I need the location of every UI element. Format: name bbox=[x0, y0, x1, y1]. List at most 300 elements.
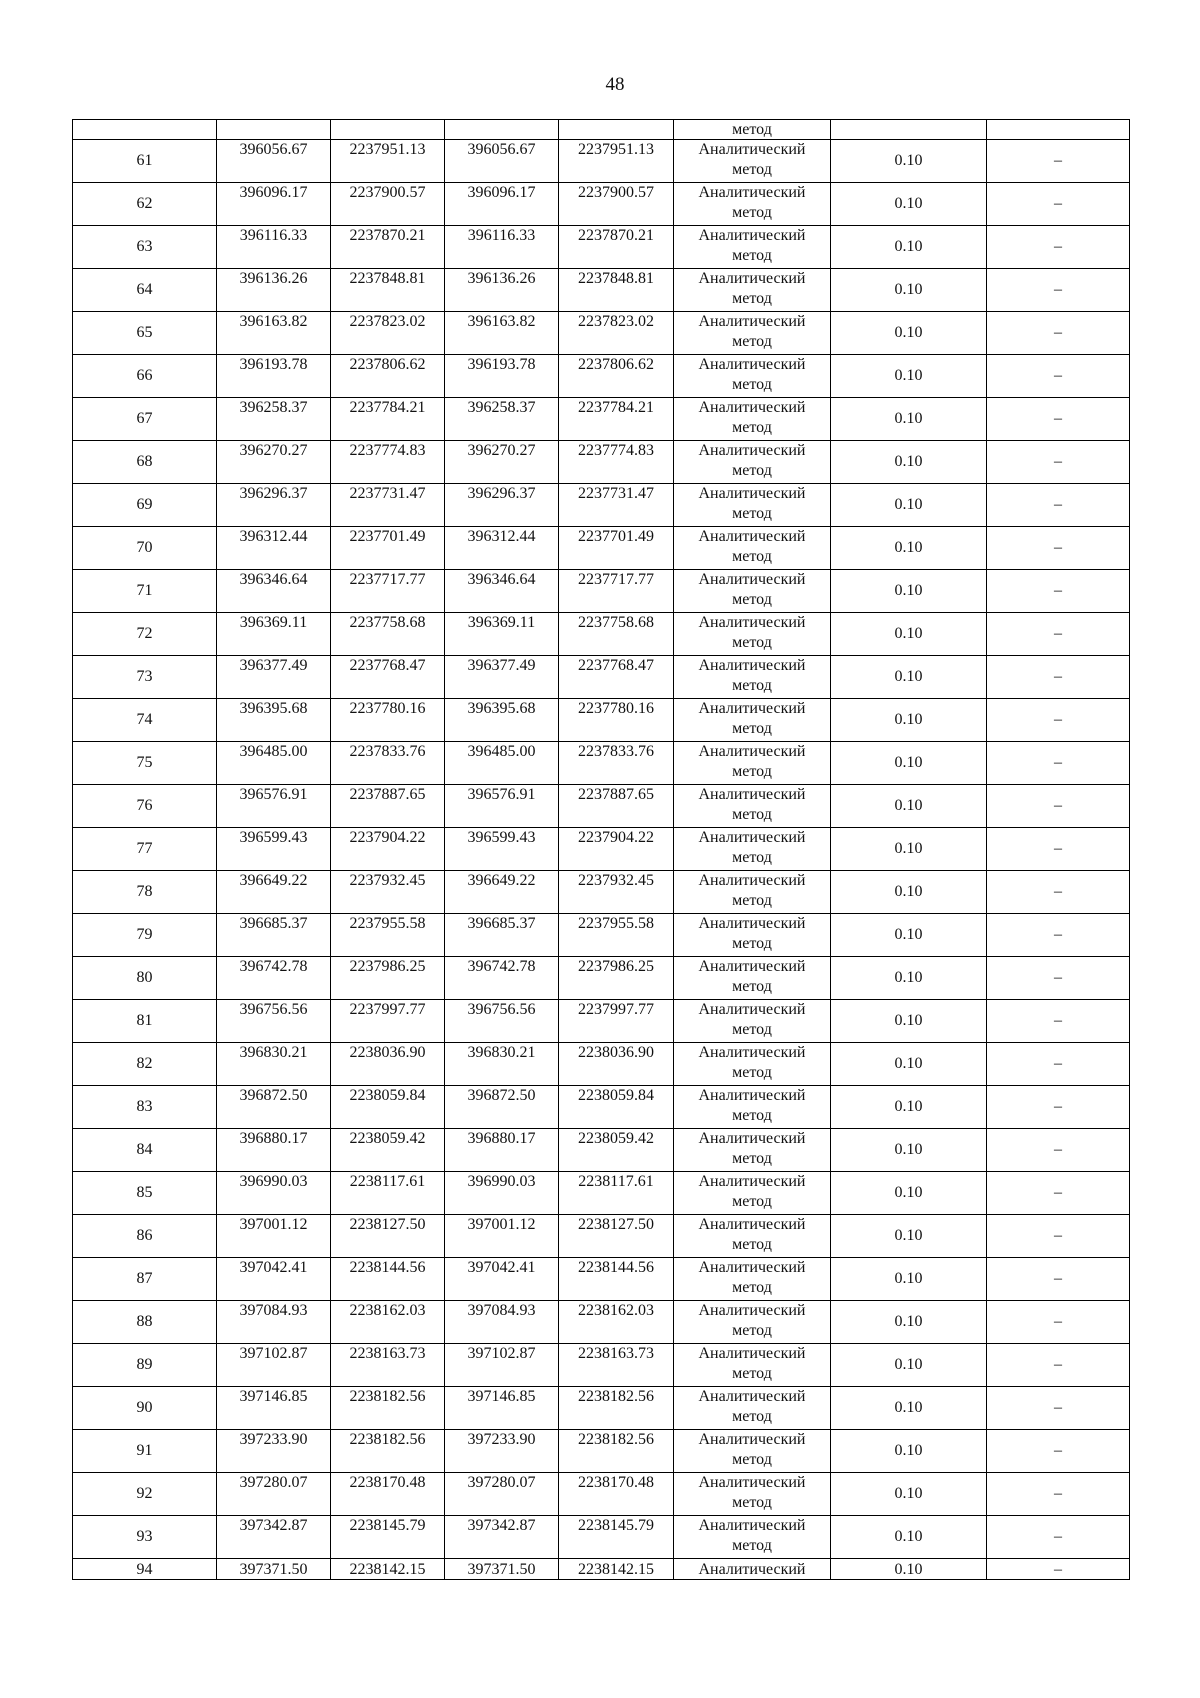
method-line-2: метод bbox=[732, 1408, 772, 1425]
point-number: 71 bbox=[73, 570, 217, 613]
x-coordinate-repeat: 396258.37 bbox=[445, 398, 559, 441]
accuracy-value: 0.10 bbox=[831, 441, 987, 484]
accuracy-value: 0.10 bbox=[831, 1215, 987, 1258]
method-line-1: Аналитический bbox=[698, 1302, 806, 1319]
table-row bbox=[73, 441, 1130, 484]
x-coordinate-repeat: 397342.87 bbox=[445, 1516, 559, 1559]
y-coordinate-repeat: 2237806.62 bbox=[559, 355, 674, 398]
x-coordinate: 396136.26 bbox=[217, 269, 331, 312]
point-number: 83 bbox=[73, 1086, 217, 1129]
method-line-2: метод bbox=[732, 806, 772, 823]
x-coordinate: 396485.00 bbox=[217, 742, 331, 785]
method-cell bbox=[674, 1473, 831, 1516]
dash-cell: – bbox=[987, 1473, 1130, 1516]
method-line-1: Аналитический bbox=[698, 1259, 806, 1276]
table-row bbox=[73, 1344, 1130, 1387]
dash-cell: – bbox=[987, 398, 1130, 441]
empty-cell bbox=[445, 120, 559, 140]
y-coordinate: 2237784.21 bbox=[331, 398, 445, 441]
accuracy-value: 0.10 bbox=[831, 613, 987, 656]
y-coordinate-repeat: 2237955.58 bbox=[559, 914, 674, 957]
point-number: 89 bbox=[73, 1344, 217, 1387]
table-row bbox=[73, 398, 1130, 441]
y-coordinate: 2237997.77 bbox=[331, 1000, 445, 1043]
point-number: 94 bbox=[73, 1559, 217, 1580]
x-coordinate: 397001.12 bbox=[217, 1215, 331, 1258]
x-coordinate: 397233.90 bbox=[217, 1430, 331, 1473]
y-coordinate-repeat: 2238117.61 bbox=[559, 1172, 674, 1215]
method-cell bbox=[674, 828, 831, 871]
method-line-1: Аналитический bbox=[698, 1044, 806, 1061]
table-row bbox=[73, 484, 1130, 527]
table-row bbox=[73, 355, 1130, 398]
dash-cell: – bbox=[987, 785, 1130, 828]
y-coordinate-repeat: 2238182.56 bbox=[559, 1430, 674, 1473]
y-coordinate-repeat: 2238170.48 bbox=[559, 1473, 674, 1516]
x-coordinate: 396258.37 bbox=[217, 398, 331, 441]
accuracy-value: 0.10 bbox=[831, 1344, 987, 1387]
method-line-1: Аналитический bbox=[698, 356, 806, 373]
dash-cell: – bbox=[987, 656, 1130, 699]
x-coordinate-repeat: 396685.37 bbox=[445, 914, 559, 957]
y-coordinate: 2237731.47 bbox=[331, 484, 445, 527]
y-coordinate: 2237955.58 bbox=[331, 914, 445, 957]
x-coordinate-repeat: 397102.87 bbox=[445, 1344, 559, 1387]
y-coordinate: 2238117.61 bbox=[331, 1172, 445, 1215]
method-cell bbox=[674, 1387, 831, 1430]
dash-cell: – bbox=[987, 1344, 1130, 1387]
y-coordinate: 2237951.13 bbox=[331, 140, 445, 183]
y-coordinate: 2238162.03 bbox=[331, 1301, 445, 1344]
method-line-2: метод bbox=[732, 1322, 772, 1339]
dash-cell: – bbox=[987, 828, 1130, 871]
point-number: 86 bbox=[73, 1215, 217, 1258]
x-coordinate: 396649.22 bbox=[217, 871, 331, 914]
table-row bbox=[73, 656, 1130, 699]
y-coordinate-repeat: 2238036.90 bbox=[559, 1043, 674, 1086]
method-line-2: метод bbox=[732, 591, 772, 608]
accuracy-value: 0.10 bbox=[831, 1387, 987, 1430]
accuracy-value: 0.10 bbox=[831, 914, 987, 957]
method-line-1: Аналитический bbox=[698, 1517, 806, 1534]
table-row bbox=[73, 871, 1130, 914]
point-number: 92 bbox=[73, 1473, 217, 1516]
y-coordinate: 2237887.65 bbox=[331, 785, 445, 828]
method-cell bbox=[674, 570, 831, 613]
point-number: 88 bbox=[73, 1301, 217, 1344]
accuracy-value: 0.10 bbox=[831, 527, 987, 570]
x-coordinate-repeat: 396377.49 bbox=[445, 656, 559, 699]
method-cell bbox=[674, 441, 831, 484]
y-coordinate: 2238163.73 bbox=[331, 1344, 445, 1387]
coordinates-table bbox=[72, 119, 1130, 1580]
y-coordinate: 2238170.48 bbox=[331, 1473, 445, 1516]
x-coordinate: 397102.87 bbox=[217, 1344, 331, 1387]
method-line-1: Аналитический bbox=[698, 915, 806, 932]
method-cell bbox=[674, 355, 831, 398]
method-line-2: метод bbox=[732, 1193, 772, 1210]
accuracy-value: 0.10 bbox=[831, 1473, 987, 1516]
method-line-2: метод bbox=[732, 247, 772, 264]
point-number: 93 bbox=[73, 1516, 217, 1559]
table-row bbox=[73, 828, 1130, 871]
method-cell bbox=[674, 656, 831, 699]
table-row bbox=[73, 1258, 1130, 1301]
point-number: 81 bbox=[73, 1000, 217, 1043]
x-coordinate: 396270.27 bbox=[217, 441, 331, 484]
point-number: 70 bbox=[73, 527, 217, 570]
accuracy-value: 0.10 bbox=[831, 1516, 987, 1559]
y-coordinate: 2238145.79 bbox=[331, 1516, 445, 1559]
method-line-2: метод bbox=[732, 1064, 772, 1081]
y-coordinate: 2237806.62 bbox=[331, 355, 445, 398]
method-cell bbox=[674, 269, 831, 312]
point-number: 68 bbox=[73, 441, 217, 484]
method-line-2: метод bbox=[732, 333, 772, 350]
x-coordinate-repeat: 396270.27 bbox=[445, 441, 559, 484]
method-cell bbox=[674, 226, 831, 269]
y-coordinate: 2237701.49 bbox=[331, 527, 445, 570]
point-number: 87 bbox=[73, 1258, 217, 1301]
x-coordinate-repeat: 396742.78 bbox=[445, 957, 559, 1000]
x-coordinate: 396872.50 bbox=[217, 1086, 331, 1129]
x-coordinate: 396756.56 bbox=[217, 1000, 331, 1043]
method-line-1: Аналитический bbox=[698, 270, 806, 287]
empty-cell bbox=[73, 120, 217, 140]
accuracy-value: 0.10 bbox=[831, 269, 987, 312]
method-line-2: метод bbox=[732, 505, 772, 522]
x-coordinate-repeat: 396576.91 bbox=[445, 785, 559, 828]
point-number: 61 bbox=[73, 140, 217, 183]
y-coordinate-repeat: 2237932.45 bbox=[559, 871, 674, 914]
method-line-1: Аналитический bbox=[698, 442, 806, 459]
method-cell bbox=[674, 1215, 831, 1258]
dash-cell: – bbox=[987, 140, 1130, 183]
method-line-1: Аналитический bbox=[698, 227, 806, 244]
method-line-1: Аналитический bbox=[698, 657, 806, 674]
empty-cell bbox=[831, 120, 987, 140]
method-cell bbox=[674, 1258, 831, 1301]
y-coordinate-repeat: 2237768.47 bbox=[559, 656, 674, 699]
y-coordinate-repeat: 2237833.76 bbox=[559, 742, 674, 785]
x-coordinate: 396395.68 bbox=[217, 699, 331, 742]
method-cell bbox=[674, 1172, 831, 1215]
y-coordinate-repeat: 2237986.25 bbox=[559, 957, 674, 1000]
y-coordinate: 2238036.90 bbox=[331, 1043, 445, 1086]
method-cell bbox=[674, 957, 831, 1000]
accuracy-value: 0.10 bbox=[831, 828, 987, 871]
x-coordinate-repeat: 397233.90 bbox=[445, 1430, 559, 1473]
y-coordinate-repeat: 2237887.65 bbox=[559, 785, 674, 828]
y-coordinate-repeat: 2237731.47 bbox=[559, 484, 674, 527]
y-coordinate-repeat: 2238142.15 bbox=[559, 1559, 674, 1580]
point-number: 63 bbox=[73, 226, 217, 269]
accuracy-value: 0.10 bbox=[831, 1301, 987, 1344]
table-row bbox=[73, 269, 1130, 312]
point-number: 79 bbox=[73, 914, 217, 957]
x-coordinate-repeat: 396369.11 bbox=[445, 613, 559, 656]
method-line-1: Аналитический bbox=[698, 1345, 806, 1362]
dash-cell: – bbox=[987, 699, 1130, 742]
method-line-2: метод bbox=[732, 1279, 772, 1296]
method-cell bbox=[674, 871, 831, 914]
method-cell bbox=[674, 1430, 831, 1473]
table-row bbox=[73, 613, 1130, 656]
accuracy-value: 0.10 bbox=[831, 871, 987, 914]
method-continuation: метод bbox=[674, 120, 831, 140]
method-line-2: метод bbox=[732, 204, 772, 221]
method-line-2: метод bbox=[732, 1021, 772, 1038]
y-coordinate-repeat: 2237780.16 bbox=[559, 699, 674, 742]
y-coordinate-repeat: 2237701.49 bbox=[559, 527, 674, 570]
method-line-2: метод bbox=[732, 935, 772, 952]
point-number: 73 bbox=[73, 656, 217, 699]
y-coordinate-repeat: 2237951.13 bbox=[559, 140, 674, 183]
method-cell bbox=[674, 914, 831, 957]
x-coordinate: 397371.50 bbox=[217, 1559, 331, 1580]
method-line-1: Аналитический bbox=[698, 399, 806, 416]
empty-cell bbox=[559, 120, 674, 140]
x-coordinate: 396599.43 bbox=[217, 828, 331, 871]
accuracy-value: 0.10 bbox=[831, 183, 987, 226]
y-coordinate-repeat: 2237774.83 bbox=[559, 441, 674, 484]
y-coordinate-repeat: 2237717.77 bbox=[559, 570, 674, 613]
point-number: 80 bbox=[73, 957, 217, 1000]
y-coordinate-repeat: 2238144.56 bbox=[559, 1258, 674, 1301]
x-coordinate: 397146.85 bbox=[217, 1387, 331, 1430]
dash-cell: – bbox=[987, 484, 1130, 527]
table-row bbox=[73, 1215, 1130, 1258]
dash-cell: – bbox=[987, 226, 1130, 269]
point-number: 62 bbox=[73, 183, 217, 226]
accuracy-value: 0.10 bbox=[831, 1172, 987, 1215]
x-coordinate: 396377.49 bbox=[217, 656, 331, 699]
accuracy-value: 0.10 bbox=[831, 355, 987, 398]
y-coordinate-repeat: 2237758.68 bbox=[559, 613, 674, 656]
y-coordinate: 2237904.22 bbox=[331, 828, 445, 871]
method-line-2: метод bbox=[732, 462, 772, 479]
y-coordinate: 2237848.81 bbox=[331, 269, 445, 312]
dash-cell: – bbox=[987, 613, 1130, 656]
method-line-2: метод bbox=[732, 978, 772, 995]
dash-cell: – bbox=[987, 183, 1130, 226]
point-number: 66 bbox=[73, 355, 217, 398]
x-coordinate: 396193.78 bbox=[217, 355, 331, 398]
accuracy-value: 0.10 bbox=[831, 140, 987, 183]
x-coordinate-repeat: 396163.82 bbox=[445, 312, 559, 355]
method-cell bbox=[674, 1000, 831, 1043]
empty-cell bbox=[987, 120, 1130, 140]
method-cell bbox=[674, 183, 831, 226]
x-coordinate-repeat: 396056.67 bbox=[445, 140, 559, 183]
y-coordinate-repeat: 2238162.03 bbox=[559, 1301, 674, 1344]
x-coordinate-repeat: 397084.93 bbox=[445, 1301, 559, 1344]
x-coordinate-repeat: 396346.64 bbox=[445, 570, 559, 613]
x-coordinate: 396056.67 bbox=[217, 140, 331, 183]
y-coordinate: 2237717.77 bbox=[331, 570, 445, 613]
method-line-1: Аналитический bbox=[698, 829, 806, 846]
point-number: 65 bbox=[73, 312, 217, 355]
accuracy-value: 0.10 bbox=[831, 1043, 987, 1086]
x-coordinate-repeat: 396756.56 bbox=[445, 1000, 559, 1043]
dash-cell: – bbox=[987, 1559, 1130, 1580]
x-coordinate-repeat: 396193.78 bbox=[445, 355, 559, 398]
table-row bbox=[73, 527, 1130, 570]
method-cell: Аналитический bbox=[674, 1559, 831, 1580]
method-line-2: метод bbox=[732, 677, 772, 694]
accuracy-value: 0.10 bbox=[831, 484, 987, 527]
method-line-1: Аналитический bbox=[698, 1216, 806, 1233]
table-row bbox=[73, 226, 1130, 269]
dash-cell: – bbox=[987, 957, 1130, 1000]
y-coordinate: 2238127.50 bbox=[331, 1215, 445, 1258]
table-row bbox=[73, 1000, 1130, 1043]
method-cell bbox=[674, 1129, 831, 1172]
method-cell bbox=[674, 1516, 831, 1559]
y-coordinate: 2237780.16 bbox=[331, 699, 445, 742]
method-cell bbox=[674, 484, 831, 527]
x-coordinate: 397084.93 bbox=[217, 1301, 331, 1344]
method-line-1: Аналитический bbox=[698, 1388, 806, 1405]
y-coordinate: 2237774.83 bbox=[331, 441, 445, 484]
method-cell bbox=[674, 1301, 831, 1344]
x-coordinate-repeat: 397146.85 bbox=[445, 1387, 559, 1430]
method-line-2: метод bbox=[732, 1236, 772, 1253]
x-coordinate: 396990.03 bbox=[217, 1172, 331, 1215]
y-coordinate-repeat: 2237823.02 bbox=[559, 312, 674, 355]
x-coordinate-repeat: 397042.41 bbox=[445, 1258, 559, 1301]
method-line-2: метод bbox=[732, 1451, 772, 1468]
x-coordinate-repeat: 396395.68 bbox=[445, 699, 559, 742]
x-coordinate: 396116.33 bbox=[217, 226, 331, 269]
table-row bbox=[73, 1086, 1130, 1129]
point-number: 91 bbox=[73, 1430, 217, 1473]
y-coordinate: 2238142.15 bbox=[331, 1559, 445, 1580]
x-coordinate-repeat: 396485.00 bbox=[445, 742, 559, 785]
table-row bbox=[73, 312, 1130, 355]
method-line-1: Аналитический bbox=[698, 872, 806, 889]
x-coordinate: 396346.64 bbox=[217, 570, 331, 613]
y-coordinate: 2237823.02 bbox=[331, 312, 445, 355]
x-coordinate: 396163.82 bbox=[217, 312, 331, 355]
x-coordinate-repeat: 396649.22 bbox=[445, 871, 559, 914]
dash-cell: – bbox=[987, 1258, 1130, 1301]
method-cell bbox=[674, 742, 831, 785]
method-line-1: Аналитический bbox=[698, 1173, 806, 1190]
y-coordinate-repeat: 2237997.77 bbox=[559, 1000, 674, 1043]
method-line-1: Аналитический bbox=[698, 528, 806, 545]
x-coordinate: 396312.44 bbox=[217, 527, 331, 570]
y-coordinate-repeat: 2238163.73 bbox=[559, 1344, 674, 1387]
method-line-2: метод bbox=[732, 720, 772, 737]
x-coordinate-repeat: 396830.21 bbox=[445, 1043, 559, 1086]
x-coordinate: 396096.17 bbox=[217, 183, 331, 226]
dash-cell: – bbox=[987, 1301, 1130, 1344]
point-number: 76 bbox=[73, 785, 217, 828]
table-row bbox=[73, 1430, 1130, 1473]
method-line-1: Аналитический bbox=[698, 786, 806, 803]
y-coordinate: 2237870.21 bbox=[331, 226, 445, 269]
y-coordinate: 2237986.25 bbox=[331, 957, 445, 1000]
method-line-1: Аналитический bbox=[698, 958, 806, 975]
accuracy-value: 0.10 bbox=[831, 1258, 987, 1301]
y-coordinate-repeat: 2238182.56 bbox=[559, 1387, 674, 1430]
dash-cell: – bbox=[987, 742, 1130, 785]
y-coordinate-repeat: 2238059.84 bbox=[559, 1086, 674, 1129]
continuation-row bbox=[73, 120, 1130, 140]
x-coordinate-repeat: 397001.12 bbox=[445, 1215, 559, 1258]
method-line-2: метод bbox=[732, 1365, 772, 1382]
method-line-2: метод bbox=[732, 376, 772, 393]
table-row bbox=[73, 1043, 1130, 1086]
table-row bbox=[73, 183, 1130, 226]
y-coordinate: 2237900.57 bbox=[331, 183, 445, 226]
method-cell bbox=[674, 140, 831, 183]
point-number: 67 bbox=[73, 398, 217, 441]
point-number: 69 bbox=[73, 484, 217, 527]
x-coordinate-repeat: 396296.37 bbox=[445, 484, 559, 527]
point-number: 82 bbox=[73, 1043, 217, 1086]
y-coordinate-repeat: 2237870.21 bbox=[559, 226, 674, 269]
x-coordinate: 397342.87 bbox=[217, 1516, 331, 1559]
method-line-2: метод bbox=[732, 419, 772, 436]
table-body bbox=[73, 120, 1130, 1580]
accuracy-value: 0.10 bbox=[831, 570, 987, 613]
method-line-2: метод bbox=[732, 1537, 772, 1554]
accuracy-value: 0.10 bbox=[831, 1559, 987, 1580]
method-cell bbox=[674, 1344, 831, 1387]
method-cell bbox=[674, 1043, 831, 1086]
point-number: 78 bbox=[73, 871, 217, 914]
point-number: 74 bbox=[73, 699, 217, 742]
y-coordinate: 2238144.56 bbox=[331, 1258, 445, 1301]
dash-cell: – bbox=[987, 1129, 1130, 1172]
dash-cell: – bbox=[987, 527, 1130, 570]
x-coordinate-repeat: 397371.50 bbox=[445, 1559, 559, 1580]
method-line-2: метод bbox=[732, 1494, 772, 1511]
x-coordinate-repeat: 397280.07 bbox=[445, 1473, 559, 1516]
x-coordinate-repeat: 396116.33 bbox=[445, 226, 559, 269]
point-number: 75 bbox=[73, 742, 217, 785]
accuracy-value: 0.10 bbox=[831, 785, 987, 828]
x-coordinate-repeat: 396872.50 bbox=[445, 1086, 559, 1129]
method-line-2: метод bbox=[732, 892, 772, 909]
dash-cell: – bbox=[987, 1430, 1130, 1473]
accuracy-value: 0.10 bbox=[831, 1129, 987, 1172]
dash-cell: – bbox=[987, 1086, 1130, 1129]
method-line-1: Аналитический bbox=[698, 141, 806, 158]
x-coordinate-repeat: 396880.17 bbox=[445, 1129, 559, 1172]
x-coordinate: 397042.41 bbox=[217, 1258, 331, 1301]
y-coordinate: 2238059.42 bbox=[331, 1129, 445, 1172]
method-cell bbox=[674, 785, 831, 828]
method-cell bbox=[674, 699, 831, 742]
point-number: 90 bbox=[73, 1387, 217, 1430]
accuracy-value: 0.10 bbox=[831, 312, 987, 355]
table-row bbox=[73, 1516, 1130, 1559]
method-line-1: Аналитический bbox=[698, 184, 806, 201]
method-line-1: Аналитический bbox=[698, 1001, 806, 1018]
table-row bbox=[73, 699, 1130, 742]
x-coordinate: 396576.91 bbox=[217, 785, 331, 828]
table-row bbox=[73, 140, 1130, 183]
y-coordinate-repeat: 2238145.79 bbox=[559, 1516, 674, 1559]
y-coordinate: 2238059.84 bbox=[331, 1086, 445, 1129]
y-coordinate: 2237758.68 bbox=[331, 613, 445, 656]
table-row bbox=[73, 742, 1130, 785]
dash-cell: – bbox=[987, 1000, 1130, 1043]
table-row bbox=[73, 957, 1130, 1000]
